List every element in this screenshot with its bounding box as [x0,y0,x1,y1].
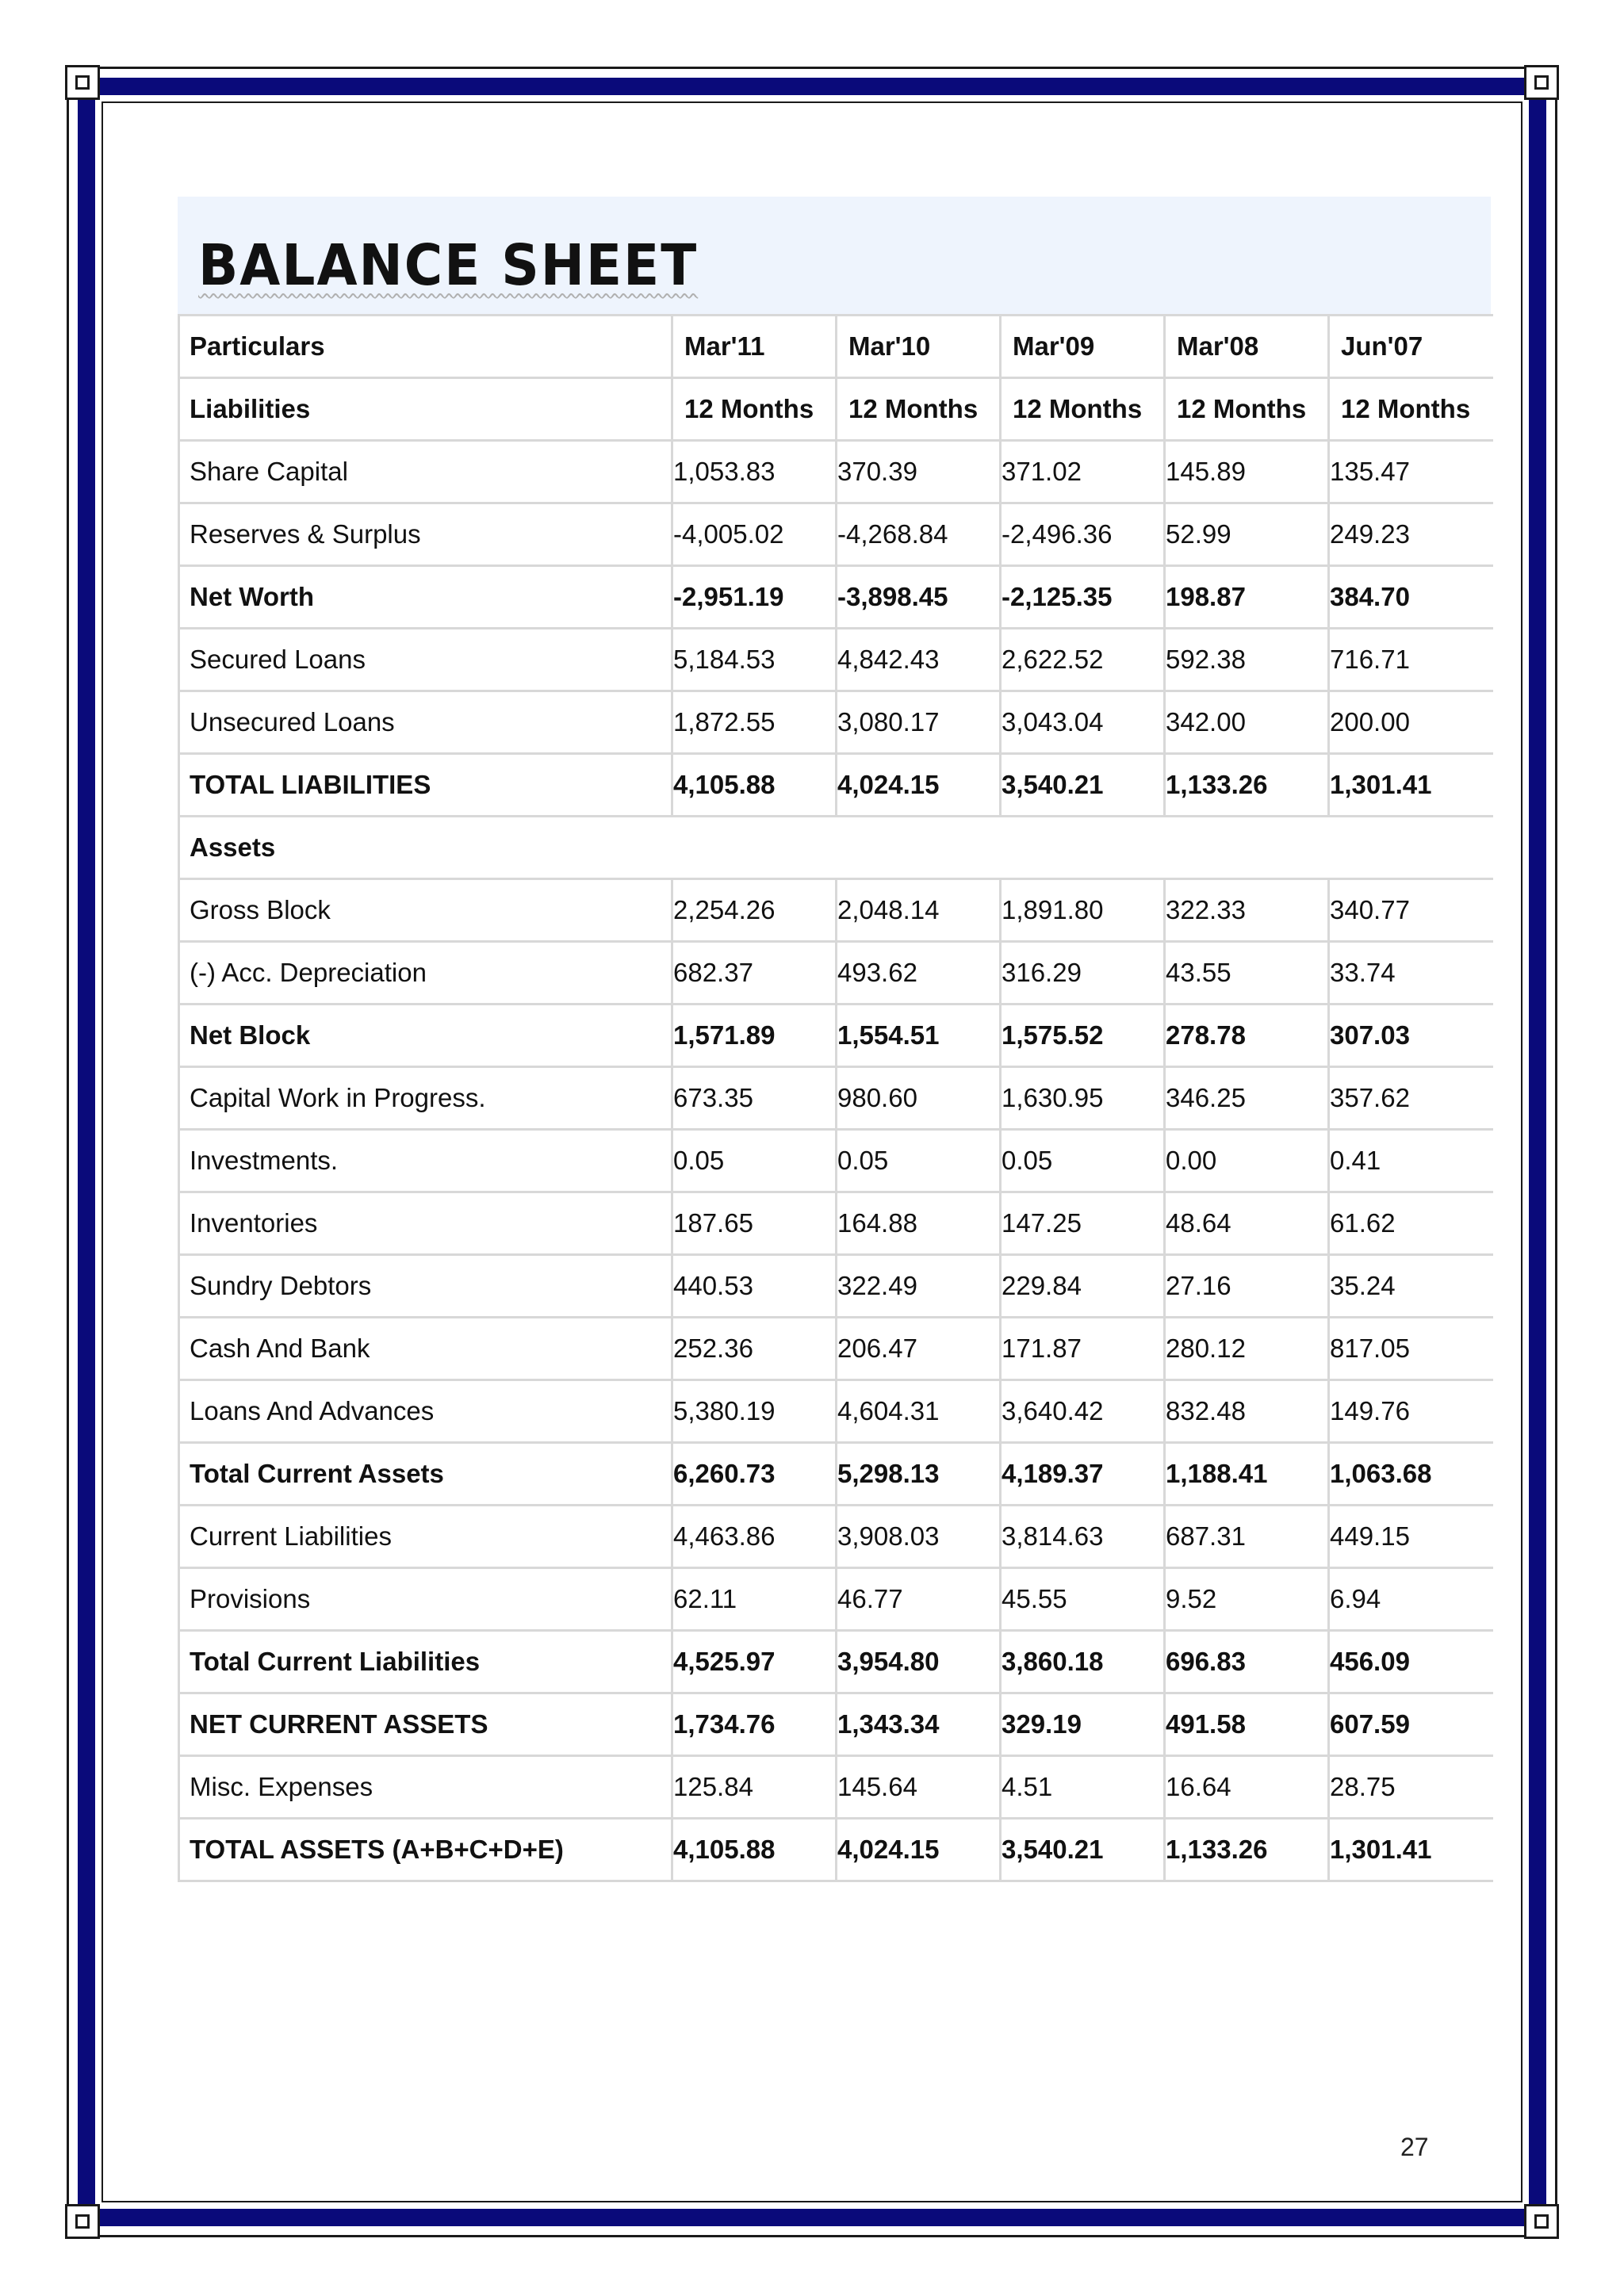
row-label: Gross Block [179,879,672,942]
value-cell: 164.88 [837,1192,1001,1255]
value-cell: 1,133.26 [1165,754,1329,817]
value-cell: -3,898.45 [837,566,1001,629]
value-cell: 145.64 [837,1756,1001,1819]
value-cell: 342.00 [1165,691,1329,754]
border-corner-ornament [65,2204,100,2239]
value-cell: 6,260.73 [672,1443,837,1506]
value-cell: 1,734.76 [672,1693,837,1756]
value-cell: -2,951.19 [672,566,837,629]
value-cell: 3,640.42 [1001,1380,1165,1443]
value-cell: 440.53 [672,1255,837,1318]
value-cell: 187.65 [672,1192,837,1255]
value-cell: 4,604.31 [837,1380,1001,1443]
value-cell: 61.62 [1329,1192,1493,1255]
value-cell: 3,860.18 [1001,1631,1165,1693]
value-cell: 4,189.37 [1001,1443,1165,1506]
value-cell: 252.36 [672,1318,837,1380]
value-cell: 1,571.89 [672,1004,837,1067]
value-cell: 3,043.04 [1001,691,1165,754]
value-cell: 249.23 [1329,503,1493,566]
row-label: TOTAL ASSETS (A+B+C+D+E) [179,1819,672,1881]
value-cell: 48.64 [1165,1192,1329,1255]
value-cell: -4,268.84 [837,503,1001,566]
value-cell: 1,872.55 [672,691,837,754]
value-cell: 1,188.41 [1165,1443,1329,1506]
value-cell: 5,184.53 [672,629,837,691]
table-row [179,942,1493,1004]
value-cell: 696.83 [1165,1631,1329,1693]
value-cell: 1,575.52 [1001,1004,1165,1067]
subheader-cell: 12 Months [1329,378,1493,441]
value-cell: 52.99 [1165,503,1329,566]
value-cell: 206.47 [837,1318,1001,1380]
value-cell: 1,301.41 [1329,1819,1493,1881]
value-cell: 4,525.97 [672,1631,837,1693]
row-label: Inventories [179,1192,672,1255]
value-cell: 687.31 [1165,1506,1329,1568]
value-cell: 316.29 [1001,942,1165,1004]
value-cell: 1,891.80 [1001,879,1165,942]
border-corner-ornament [1524,2204,1559,2239]
row-label: Current Liabilities [179,1506,672,1568]
value-cell: 147.25 [1001,1192,1165,1255]
value-cell: 28.75 [1329,1756,1493,1819]
value-cell: 449.15 [1329,1506,1493,1568]
value-cell: 135.47 [1329,441,1493,503]
table-row [179,1443,1493,1506]
table-row [179,503,1493,566]
value-cell: 229.84 [1001,1255,1165,1318]
subheader-cell: 12 Months [1165,378,1329,441]
value-cell: 0.05 [1001,1130,1165,1192]
value-cell: 43.55 [1165,942,1329,1004]
border-corner-ornament [1524,65,1559,100]
table-row [179,1568,1493,1631]
value-cell: 1,301.41 [1329,754,1493,817]
value-cell: 3,954.80 [837,1631,1001,1693]
value-cell: -4,005.02 [672,503,837,566]
value-cell: 4,463.86 [672,1506,837,1568]
value-cell: 3,540.21 [1001,754,1165,817]
value-cell: 607.59 [1329,1693,1493,1756]
value-cell: 371.02 [1001,441,1165,503]
value-cell: 45.55 [1001,1568,1165,1631]
row-label: Investments. [179,1130,672,1192]
value-cell: 200.00 [1329,691,1493,754]
value-cell: 2,048.14 [837,879,1001,942]
row-label: TOTAL LIABILITIES [179,754,672,817]
value-cell: 4,105.88 [672,754,837,817]
value-cell: 125.84 [672,1756,837,1819]
row-label: Assets [179,817,1493,879]
value-cell: 340.77 [1329,879,1493,942]
subheader-cell: 12 Months [1001,378,1165,441]
value-cell: 3,908.03 [837,1506,1001,1568]
row-label: Misc. Expenses [179,1756,672,1819]
row-label: Capital Work in Progress. [179,1067,672,1130]
value-cell: 62.11 [672,1568,837,1631]
value-cell: 3,814.63 [1001,1506,1165,1568]
value-cell: 491.58 [1165,1693,1329,1756]
table-row [179,1130,1493,1192]
header-cell: Particulars [179,316,672,378]
value-cell: 322.33 [1165,879,1329,942]
value-cell: 357.62 [1329,1067,1493,1130]
value-cell: 0.00 [1165,1130,1329,1192]
value-cell: 716.71 [1329,629,1493,691]
value-cell: 4,024.15 [837,754,1001,817]
row-label: Secured Loans [179,629,672,691]
value-cell: 145.89 [1165,441,1329,503]
row-label: Provisions [179,1568,672,1631]
value-cell: 4,842.43 [837,629,1001,691]
subheader-cell: 12 Months [672,378,837,441]
value-cell: 1,343.34 [837,1693,1001,1756]
value-cell: 4,024.15 [837,1819,1001,1881]
value-cell: 329.19 [1001,1693,1165,1756]
value-cell: 171.87 [1001,1318,1165,1380]
table-row [179,566,1493,629]
table-row [179,1756,1493,1819]
table-row [179,1693,1493,1756]
value-cell: 16.64 [1165,1756,1329,1819]
value-cell: -2,496.36 [1001,503,1165,566]
value-cell: 1,133.26 [1165,1819,1329,1881]
table-row [179,879,1493,942]
value-cell: 3,080.17 [837,691,1001,754]
value-cell: 278.78 [1165,1004,1329,1067]
header-cell: Mar'09 [1001,316,1165,378]
value-cell: 0.05 [672,1130,837,1192]
value-cell: 322.49 [837,1255,1001,1318]
value-cell: 980.60 [837,1067,1001,1130]
value-cell: 2,622.52 [1001,629,1165,691]
value-cell: 384.70 [1329,566,1493,629]
table-row [179,754,1493,817]
value-cell: 1,053.83 [672,441,837,503]
value-cell: 307.03 [1329,1004,1493,1067]
table-header-row [179,316,1493,378]
row-label: NET CURRENT ASSETS [179,1693,672,1756]
value-cell: 592.38 [1165,629,1329,691]
table-subheader-row [179,378,1493,441]
table-row [179,1255,1493,1318]
value-cell: 4,105.88 [672,1819,837,1881]
border-corner-ornament [65,65,100,100]
row-label: Sundry Debtors [179,1255,672,1318]
page-title: BALANCE SHEET [198,232,699,299]
table-row [179,1380,1493,1443]
value-cell: 27.16 [1165,1255,1329,1318]
table-row [179,1067,1493,1130]
balance-sheet-table [178,314,1493,1882]
value-cell: 149.76 [1329,1380,1493,1443]
row-label: (-) Acc. Depreciation [179,942,672,1004]
value-cell: 817.05 [1329,1318,1493,1380]
value-cell: 4.51 [1001,1756,1165,1819]
table-row [179,1506,1493,1568]
value-cell: 1,554.51 [837,1004,1001,1067]
row-label: Share Capital [179,441,672,503]
value-cell: 673.35 [672,1067,837,1130]
table-row [179,629,1493,691]
table-row [179,441,1493,503]
table-row [179,1004,1493,1067]
value-cell: 456.09 [1329,1631,1493,1693]
value-cell: 6.94 [1329,1568,1493,1631]
page-number: 27 [1400,2133,1429,2161]
table-row [179,691,1493,754]
value-cell: 832.48 [1165,1380,1329,1443]
value-cell: 9.52 [1165,1568,1329,1631]
row-label: Total Current Liabilities [179,1631,672,1693]
row-label: Unsecured Loans [179,691,672,754]
value-cell: 5,380.19 [672,1380,837,1443]
value-cell: 35.24 [1329,1255,1493,1318]
value-cell: 280.12 [1165,1318,1329,1380]
table-row [179,1631,1493,1693]
subheader-cell: 12 Months [837,378,1001,441]
value-cell: 0.41 [1329,1130,1493,1192]
header-cell: Mar'08 [1165,316,1329,378]
value-cell: 2,254.26 [672,879,837,942]
value-cell: 0.05 [837,1130,1001,1192]
value-cell: 46.77 [837,1568,1001,1631]
header-cell: Mar'10 [837,316,1001,378]
header-cell: Jun'07 [1329,316,1493,378]
table-row [179,1318,1493,1380]
value-cell: -2,125.35 [1001,566,1165,629]
row-label: Loans And Advances [179,1380,672,1443]
table-row [179,1192,1493,1255]
row-label: Total Current Assets [179,1443,672,1506]
section-row [179,817,1493,879]
header-cell: Mar'11 [672,316,837,378]
row-label: Net Worth [179,566,672,629]
value-cell: 493.62 [837,942,1001,1004]
row-label: Net Block [179,1004,672,1067]
value-cell: 370.39 [837,441,1001,503]
row-label: Cash And Bank [179,1318,672,1380]
value-cell: 346.25 [1165,1067,1329,1130]
subheader-cell: Liabilities [179,378,672,441]
table-row [179,1819,1493,1881]
value-cell: 5,298.13 [837,1443,1001,1506]
row-label: Reserves & Surplus [179,503,672,566]
value-cell: 198.87 [1165,566,1329,629]
value-cell: 682.37 [672,942,837,1004]
value-cell: 33.74 [1329,942,1493,1004]
value-cell: 1,063.68 [1329,1443,1493,1506]
value-cell: 3,540.21 [1001,1819,1165,1881]
value-cell: 1,630.95 [1001,1067,1165,1130]
